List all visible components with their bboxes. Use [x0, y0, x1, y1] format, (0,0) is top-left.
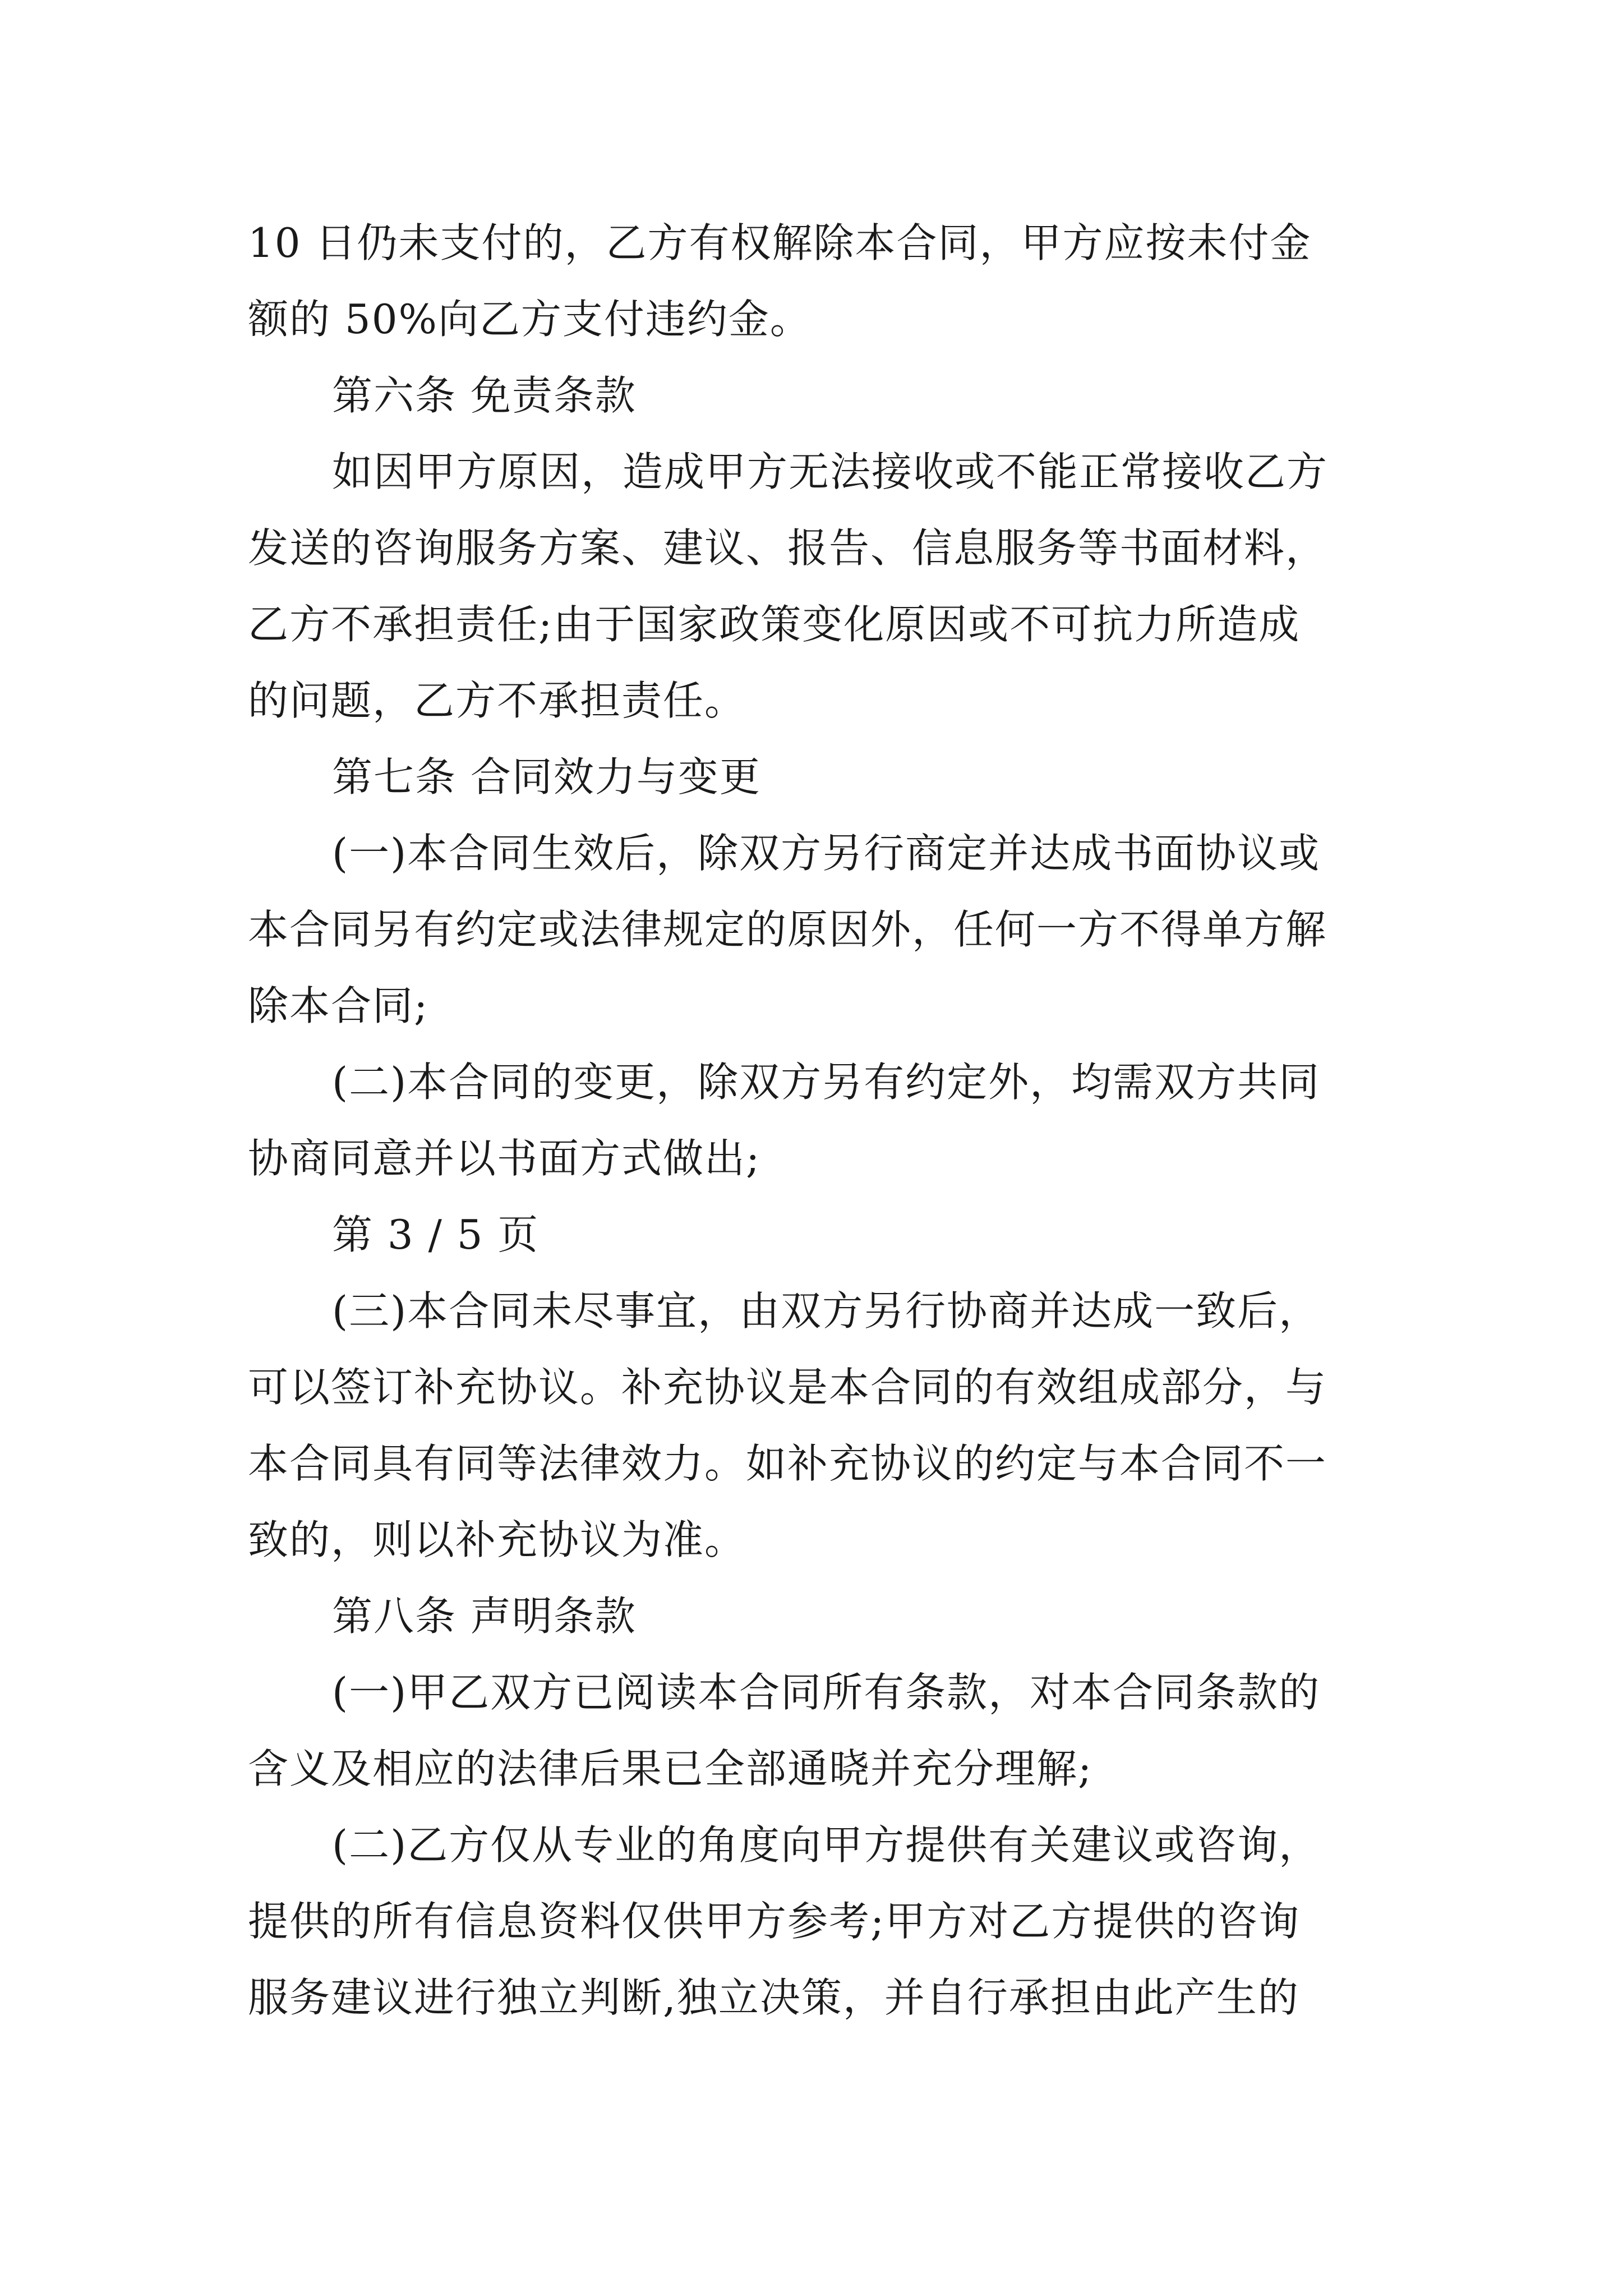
text-line: (一)本合同生效后，除双方另行商定并达成书面协议或 — [332, 830, 1321, 877]
text-line: 可以签订补充协议。补充协议是本合同的有效组成部分，与 — [248, 1364, 1327, 1411]
section-heading: 第六条 免责条款 — [332, 372, 637, 419]
text-line: (一)甲乙双方已阅读本合同所有条款，对本合同条款的 — [332, 1669, 1321, 1716]
text-line: 服务建议进行独立判断,独立决策，并自行承担由此产生的 — [248, 1974, 1299, 2021]
text-line: 如因甲方原因，造成甲方无法接收或不能正常接收乙方 — [332, 448, 1329, 495]
text-line: 除本合同; — [248, 982, 429, 1029]
text-line: (二)乙方仅从专业的角度向甲方提供有关建议或咨询， — [332, 1821, 1321, 1869]
text-line: (三)本合同未尽事宜，由双方另行协商并达成一致后， — [332, 1287, 1321, 1335]
text-line: 协商同意并以书面方式做出; — [248, 1135, 761, 1182]
text-line: 本合同另有约定或法律规定的原因外，任何一方不得单方解 — [248, 906, 1327, 953]
text-line: 10 日仍未支付的，乙方有权解除本合同，甲方应按未付金 — [248, 219, 1312, 266]
text-line: 额的 50%向乙方支付违约金。 — [248, 296, 811, 343]
text-line: 本合同具有同等法律效力。如补充协议的约定与本合同不一 — [248, 1440, 1327, 1487]
text-line: 乙方不承担责任;由于国家政策变化原因或不可抗力所造成 — [248, 601, 1301, 648]
section-heading: 第七条 合同效力与变更 — [332, 753, 761, 800]
text-line: 致的，则以补充协议为准。 — [248, 1516, 746, 1563]
text-line: 发送的咨询服务方案、建议、报告、信息服务等书面材料， — [248, 524, 1327, 572]
section-heading: 第八条 声明条款 — [332, 1593, 637, 1640]
text-line: 提供的所有信息资料仅供甲方参考;甲方对乙方提供的咨询 — [248, 1898, 1301, 1945]
page-number: 第 3 / 5 页 — [332, 1211, 540, 1258]
text-line: (二)本合同的变更，除双方另有约定外，均需双方共同 — [332, 1059, 1321, 1106]
text-line: 的问题，乙方不承担责任。 — [248, 677, 746, 724]
text-line: 含义及相应的法律后果已全部通晓并充分理解; — [248, 1745, 1093, 1792]
